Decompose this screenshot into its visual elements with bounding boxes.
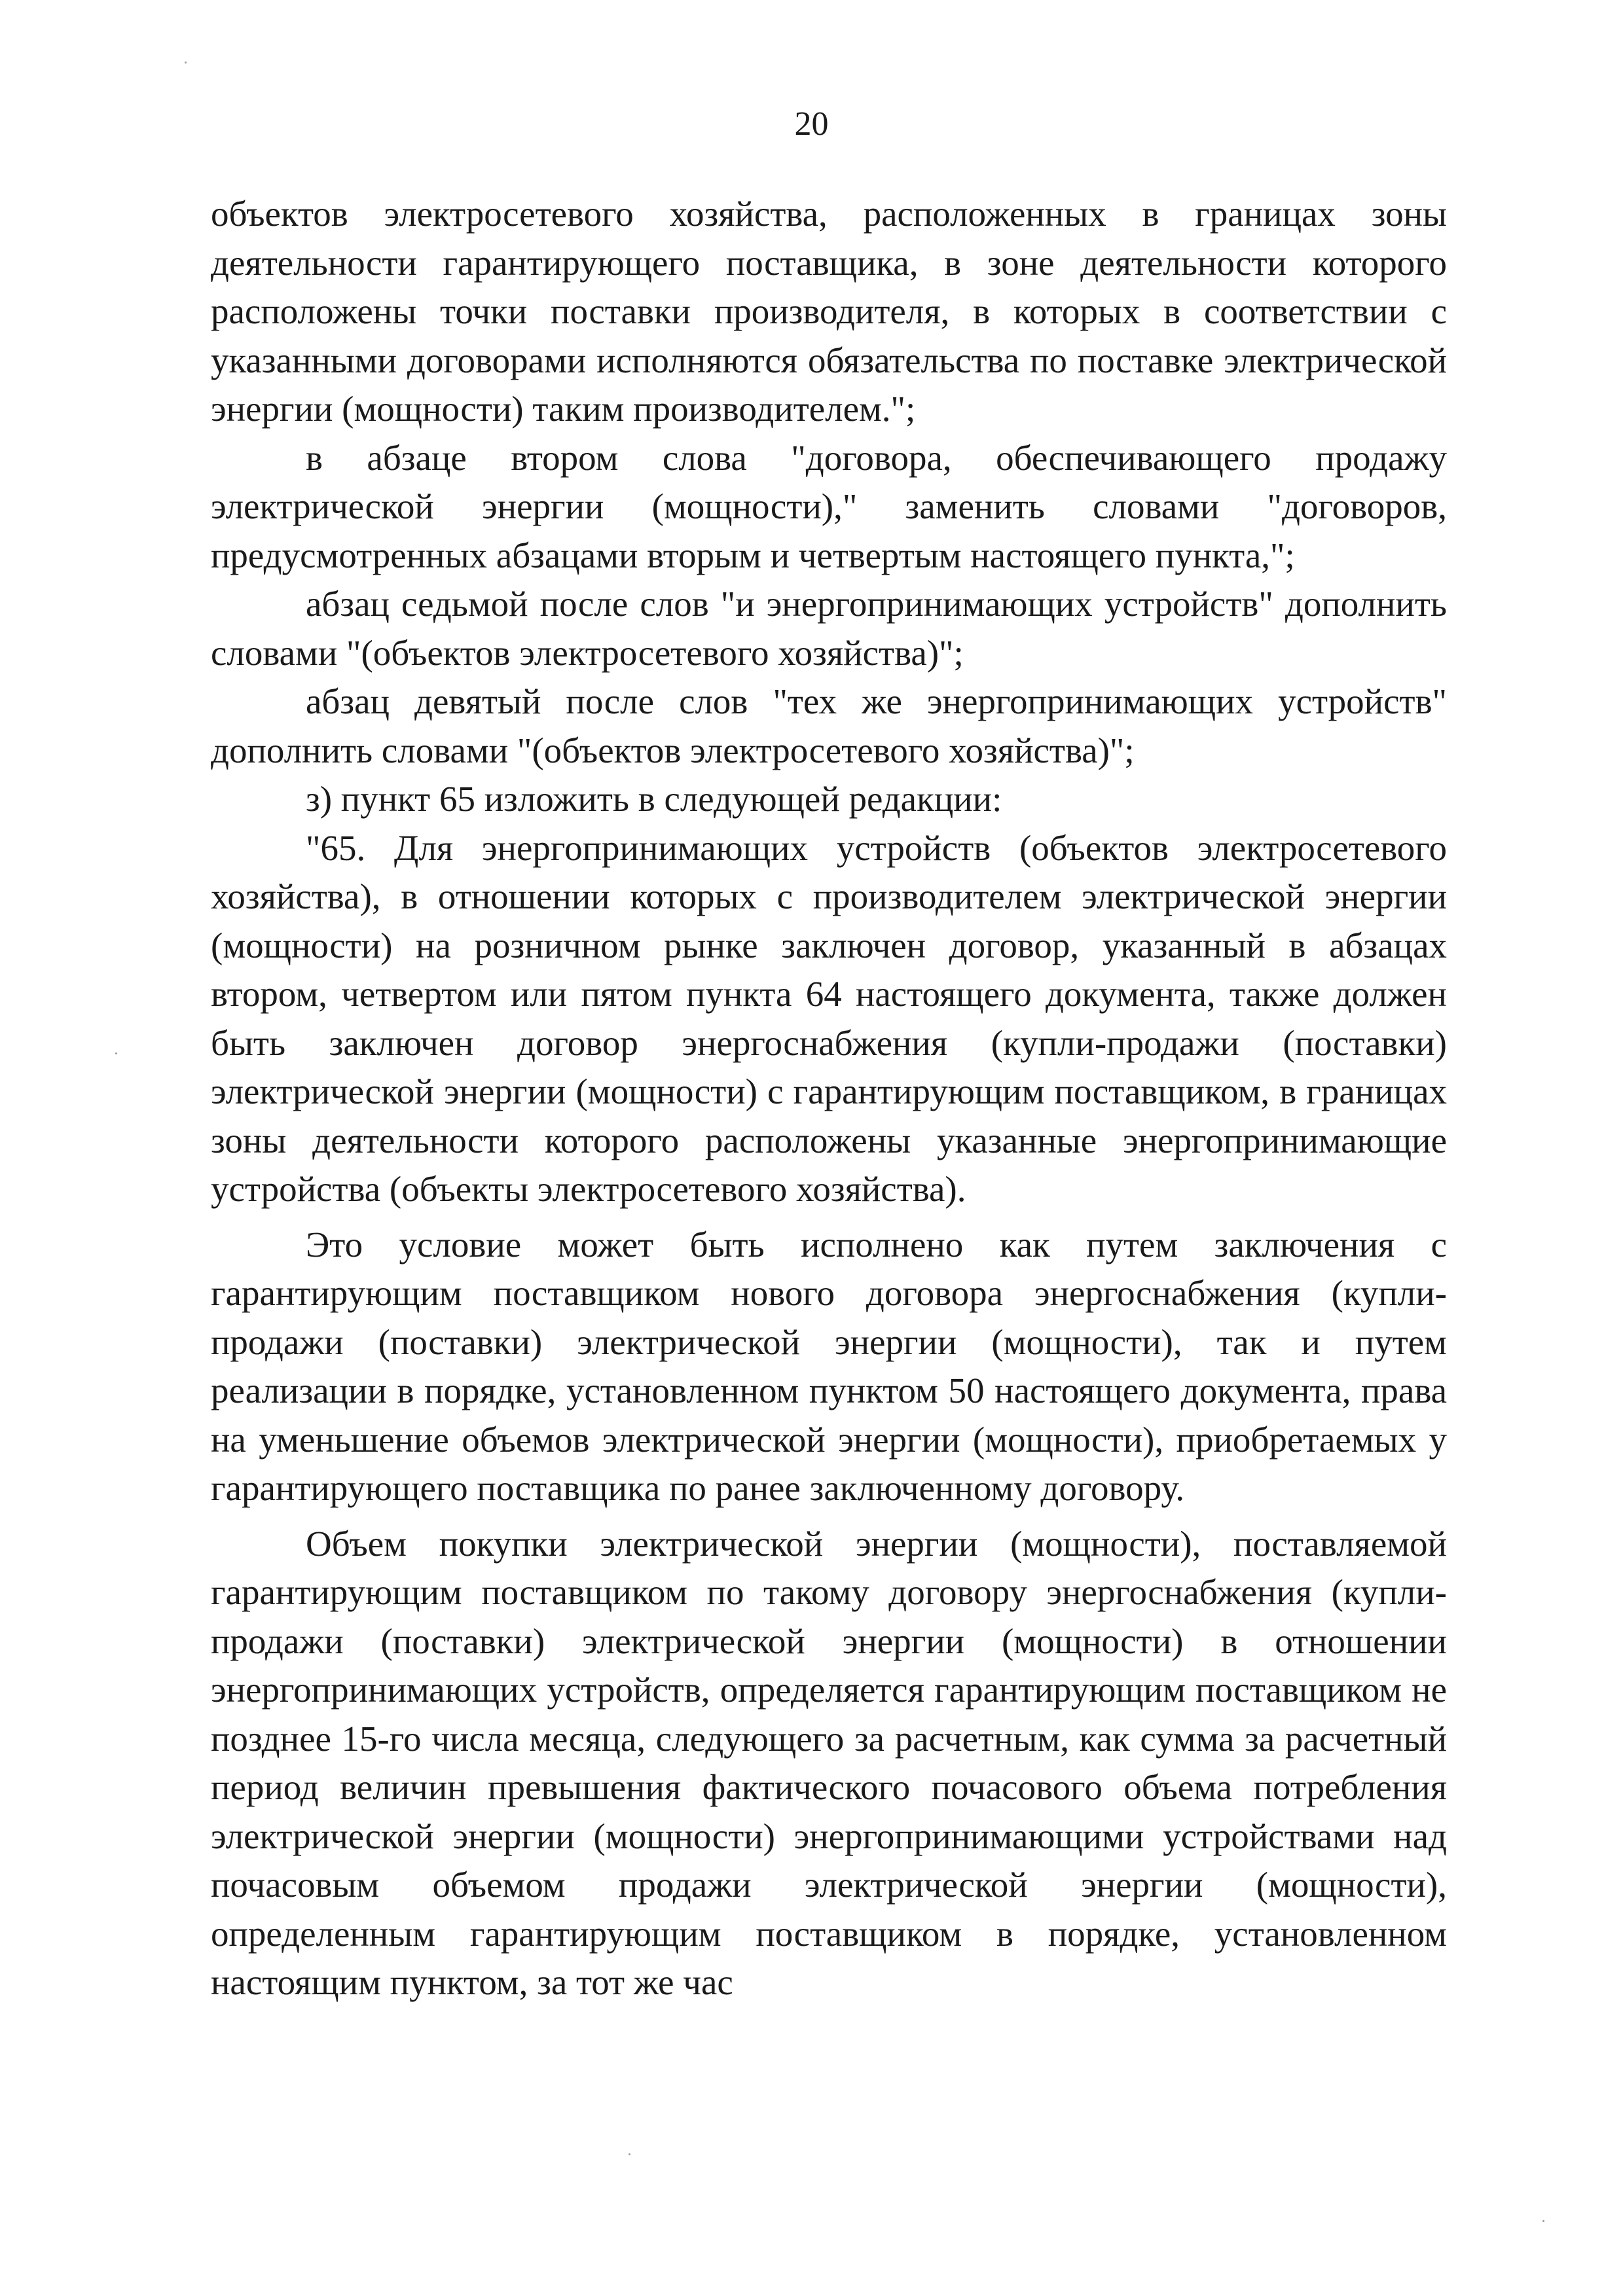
paragraph-purchase-volume: Объем покупки электрической энергии (мощности), поставляемой гарантирующим поставщиком по такому договору энергоснабжения (купли-продажи (поставки) электрической энергии (мощности) в отношении энергопринимающих устройств, определяется гарантирующим поставщиком не позднее 15-го числа месяца, следующего за расчетным, как сумма за расчетный период величин превышения фактического почасового объема потребления электрической энергии (мощности) энергопринимающими устройствами над почасовым объемом продажи электрической энергии (мощности), определенным гарантирующим поставщиком в порядке, установленном настоящим пунктом, за тот же час (211, 1523, 1447, 2002)
paragraph-amendment-seventh-abzac: абзац седьмой после слов "и энергопринимающих устройств" дополнить словами "(объектов электросетевого хозяйства)"; (211, 584, 1447, 673)
paragraph-continuation: объектов электросетевого хозяйства, расположенных в границах зоны деятельности гарантирующего поставщика, в зоне деятельности которого расположены точки поставки производителя, в которых в соответствии с указанными договорами исполняются обязательства по поставке электрической энергии (мощности) таким производителем."; (211, 194, 1447, 429)
paragraph-amendment-ninth-abzac: абзац девятый после слов "тех же энергопринимающих устройств" дополнить словами "(объектов электросетевого хозяйства)"; (211, 681, 1447, 770)
document-body (211, 190, 1447, 2007)
paragraph-point-65: "65. Для энергопринимающих устройств (объектов электросетевого хозяйства), в отношении которых с производителем электрической энергии (мощности) на розничном рынке заключен договор, указанный в абзацах втором, четвертом или пятом пункта 64 настоящего документа, также должен быть заключен договор энергоснабжения (купли-продажи (поставки) электрической энергии (мощности) с гарантирующим поставщиком, в границах зоны деятельности которого расположены указанные энергопринимающие устройства (объекты электросетевого хозяйства). (211, 827, 1447, 1209)
scan-speck (1542, 2220, 1544, 2222)
page-number: 20 (794, 105, 829, 143)
scan-speck (629, 2153, 630, 2155)
paragraph-amendment-second-abzac: в абзаце втором слова "договора, обеспечивающего продажу электрической энергии (мощности)," заменить словами "договоров, предусмотренных абзацами вторым и четвертым настоящего пункта,"; (211, 437, 1447, 575)
scan-speck (115, 1052, 117, 1054)
paragraph-item-z: з) пункт 65 изложить в следующей редакции: (306, 779, 1002, 819)
paragraph-condition: Это условие может быть исполнено как путем заключения с гарантирующим поставщиком нового договора энергоснабжения (купли-продажи (поставки) электрической энергии (мощности), так и путем реализации в порядке, установленном пунктом 50 настоящего документа, права на уменьшение объемов электрической энергии (мощности), приобретаемых у гарантирующего поставщика по ранее заключенному договору. (211, 1224, 1447, 1508)
scan-speck (185, 62, 187, 63)
